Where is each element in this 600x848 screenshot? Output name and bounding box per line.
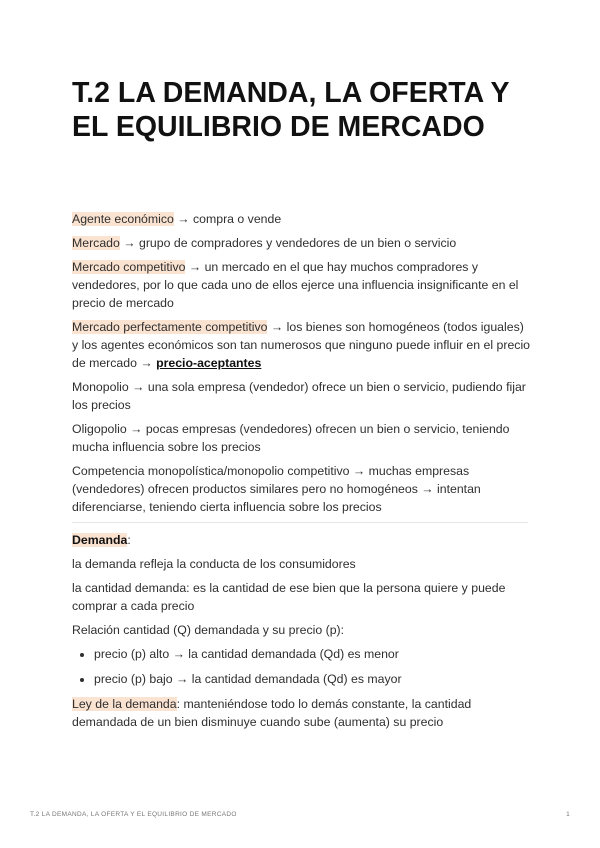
- definition-text: compra o vende: [193, 212, 282, 226]
- arrow-icon: →: [188, 260, 202, 274]
- term-highlight: Mercado perfectamente competitivo: [72, 320, 268, 334]
- term-highlight: Agente económico: [72, 212, 174, 226]
- demanda-line: la demanda refleja la conducta de los consumidores: [72, 557, 356, 571]
- definition-text: los bienes son homogéneos (todos iguales) y los agentes económicos son tan numerosos que ninguno puede influir en el precio de mercado: [72, 320, 531, 370]
- section-divider: [72, 522, 528, 523]
- demanda-line: Relación cantidad (Q) demandada y su precio (p):: [72, 623, 345, 637]
- definition-competencia-monopolistica: Competencia monopolística/monopolio competitivo → muchas empresas (vendedores) ofrecen productos similares pero no homogéneos → intentan diferenciarse, teniendo cierta influencia sobre los precios: [72, 464, 481, 514]
- definition-oligopolio: Oligopolio → pocas empresas (vendedores) ofrecen un bien o servicio, teniendo mucha influencia sobre los precios: [72, 422, 510, 454]
- page-footer: [30, 811, 570, 818]
- demanda-heading: [72, 531, 532, 549]
- definition-mercado: [72, 234, 532, 252]
- footer-title: T.2 LA DEMANDA, LA OFERTA Y EL EQUILIBRIO DE MERCADO: [30, 811, 237, 818]
- list-item: • precio (p) bajo → la cantidad demandada (Qd) es mayor: [94, 670, 532, 688]
- page-title: T.2 LA DEMANDA, LA OFERTA Y EL EQUILIBRIO DE MERCADO: [72, 77, 510, 143]
- term-highlight: Demanda: [72, 533, 128, 547]
- definition-text: grupo de compradores y vendedores de un bien o servicio: [138, 236, 457, 250]
- arrow-icon: →: [270, 320, 284, 334]
- definition-text: un mercado en el que hay muchos compradores y vendedores, por lo que cada uno de ellos ejerce una influencia insignificante en el precio de mercado: [72, 260, 519, 310]
- document-body: [72, 210, 532, 737]
- term-highlight: Mercado competitivo: [72, 260, 186, 274]
- arrow-icon: →: [123, 236, 136, 250]
- arrow-icon: →: [177, 212, 190, 226]
- definition-mercado-competitivo: [72, 258, 532, 312]
- definition-text: : manteniéndose todo lo demás constante, la cantidad demandada de un bien disminuye cuando sube (aumenta) su precio: [72, 697, 472, 729]
- definition-monopolio: Monopolio → una sola empresa (vendedor) ofrece un bien o servicio, pudiendo fijar los precios: [72, 380, 526, 412]
- definition-agente: [72, 210, 532, 228]
- term-highlight: Mercado: [72, 236, 120, 250]
- emphasis-precio-aceptantes: precio-aceptantes: [156, 356, 262, 370]
- arrow-icon: →: [140, 356, 153, 370]
- page-number: 1: [566, 811, 570, 818]
- list-item: • precio (p) alto → la cantidad demandada (Qd) es menor: [94, 645, 532, 663]
- definition-mercado-perfecto: [72, 318, 532, 372]
- demanda-bullet-list: [72, 645, 532, 688]
- demanda-line: la cantidad demanda: es la cantidad de ese bien que la persona quiere y puede comprar a cada precio: [72, 581, 506, 613]
- heading-colon: :: [127, 533, 131, 547]
- term-highlight: Ley de la demanda: [72, 697, 177, 711]
- ley-de-la-demanda: [72, 695, 532, 731]
